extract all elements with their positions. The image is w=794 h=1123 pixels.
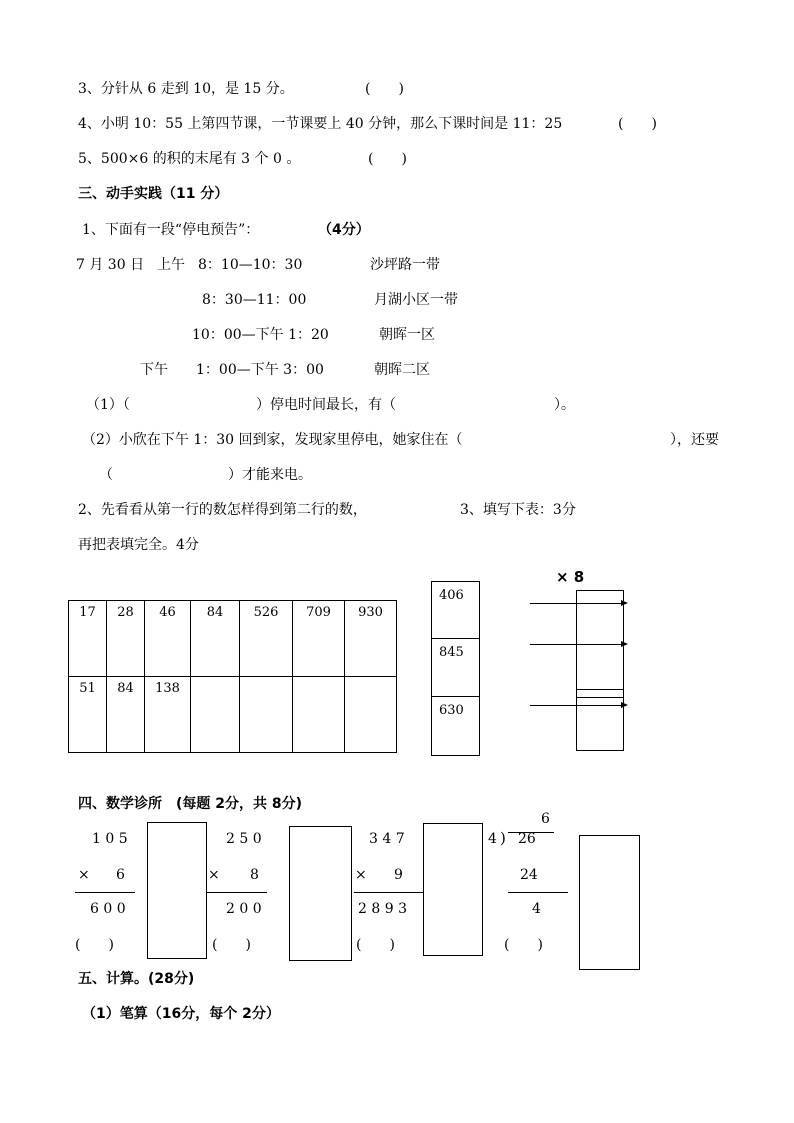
sub2-part-d: ）才能来电。 (228, 467, 312, 483)
q1-score: （4分） (318, 222, 370, 238)
table-cell[interactable] (293, 677, 345, 753)
judge-item-4: 4、小明 10：55 上第四节课，一节课要上 40 分钟，那么下课时间是 11：25 (78, 116, 563, 132)
p3-multiplier: 9 (394, 867, 403, 883)
column-cell: 845 (432, 639, 479, 697)
p2-op: × (208, 867, 220, 883)
p1-top: 1 0 5 (92, 831, 128, 847)
p3-paren: ( ) (356, 937, 395, 953)
section-5-title: 五、计算。(28分) (78, 971, 195, 987)
table-cell: 526 (240, 601, 293, 677)
table-cell[interactable] (240, 677, 293, 753)
sub1-part-c: ）。 (554, 397, 575, 413)
sub2-part-b: ），还要 (670, 432, 719, 448)
judge-item-3: 3、分针从 6 走到 10，是 15 分。 (78, 81, 294, 97)
table-cell: 709 (293, 601, 345, 677)
p4-subtrahend: 24 (520, 867, 538, 883)
table-cell: 46 (145, 601, 191, 677)
p4-quotient: 6 (541, 811, 550, 827)
schedule-area: 月湖小区一带 (374, 292, 458, 308)
p4-divisor: 4 (488, 831, 497, 847)
p2-line (207, 892, 267, 893)
schedule-area: 沙坪路一带 (370, 257, 440, 273)
table-cell[interactable] (345, 677, 397, 753)
arrow-icon (530, 603, 626, 604)
q2-line1: 2、先看看从第一行的数怎样得到第二行的数， (78, 502, 367, 518)
table-cell: 930 (345, 601, 397, 677)
table-cell: 28 (107, 601, 145, 677)
column-divider (576, 689, 624, 690)
section-3-title: 三、动手实践（11 分） (78, 186, 229, 202)
p4-line (508, 892, 568, 893)
section-5-sub1: （1）笔算（16分，每个 2分） (82, 1006, 280, 1022)
schedule-time: 8：10—10：30 (198, 257, 303, 273)
p4-correction-box[interactable] (579, 835, 640, 970)
table-cell[interactable]: 51 (69, 677, 107, 753)
table-cell: 84 (191, 601, 240, 677)
schedule-period: 下午 (140, 362, 168, 378)
p1-paren: ( ) (75, 937, 114, 953)
p2-paren: ( ) (212, 937, 251, 953)
sub2-part-c: （ (99, 467, 113, 483)
p1-result: 6 0 0 (90, 901, 126, 917)
sub2-part-a: （2）小欣在下午 1：30 回到家，发现家里停电，她家住在（ (82, 432, 463, 448)
p1-correction-box[interactable] (147, 822, 207, 959)
arrow-icon (530, 644, 626, 645)
multiply-label: × 8 (556, 568, 585, 586)
p1-op: × (78, 867, 90, 883)
p2-multiplier: 8 (250, 867, 259, 883)
table-cell[interactable] (191, 677, 240, 753)
answer-paren: ( ) (618, 116, 657, 132)
column-divider (576, 697, 624, 698)
p4-remainder: 4 (532, 901, 541, 917)
table-cell: 17 (69, 601, 107, 677)
value-column (431, 581, 480, 756)
answer-paren: ( ) (368, 151, 407, 167)
schedule-area: 朝晖二区 (374, 362, 430, 378)
number-table (68, 600, 397, 753)
table-cell[interactable]: 138 (145, 677, 191, 753)
p4-bracket: ) (500, 829, 506, 847)
sub1-part-a: （1）（ (86, 397, 130, 413)
schedule-time: 8：30—11：00 (202, 292, 307, 308)
table-cell[interactable]: 84 (107, 677, 145, 753)
sub1-part-b: ）停电时间最长，有（ (256, 397, 396, 413)
p1-line (75, 892, 135, 893)
p2-result: 2 0 0 (226, 901, 262, 917)
q1-intro: 1、下面有一段“停电预告”： (82, 222, 260, 238)
column-cell: 406 (432, 582, 479, 639)
schedule-period: 上午 (157, 257, 185, 273)
schedule-time: 1：00—下午 3：00 (196, 362, 324, 378)
p4-dividend: 26 (518, 831, 536, 847)
judge-item-5: 5、500×6 的积的末尾有 3 个 0 。 (78, 151, 301, 167)
answer-column[interactable] (576, 590, 624, 751)
p4-paren: ( ) (504, 937, 543, 953)
schedule-date: 7 月 30 日 (76, 257, 145, 273)
p3-top: 3 4 7 (369, 831, 405, 847)
arrow-icon (530, 705, 626, 706)
schedule-time: 10：00—下午 1：20 (192, 327, 329, 343)
p3-line (354, 892, 424, 893)
q3-text: 3、填写下表：3分 (460, 502, 576, 518)
q2-line2: 再把表填完全。4分 (78, 537, 199, 553)
p3-result: 2 8 9 3 (358, 901, 407, 917)
column-cell: 630 (439, 703, 464, 718)
p2-correction-box[interactable] (289, 826, 352, 961)
section-4-title: 四、数学诊所 (每题 2分，共 8分) (78, 796, 303, 812)
p3-op: × (355, 867, 367, 883)
answer-paren: ( ) (365, 81, 404, 97)
p2-top: 2 5 0 (226, 831, 262, 847)
p1-multiplier: 6 (116, 867, 125, 883)
p3-correction-box[interactable] (423, 823, 483, 956)
schedule-area: 朝晖一区 (379, 327, 435, 343)
